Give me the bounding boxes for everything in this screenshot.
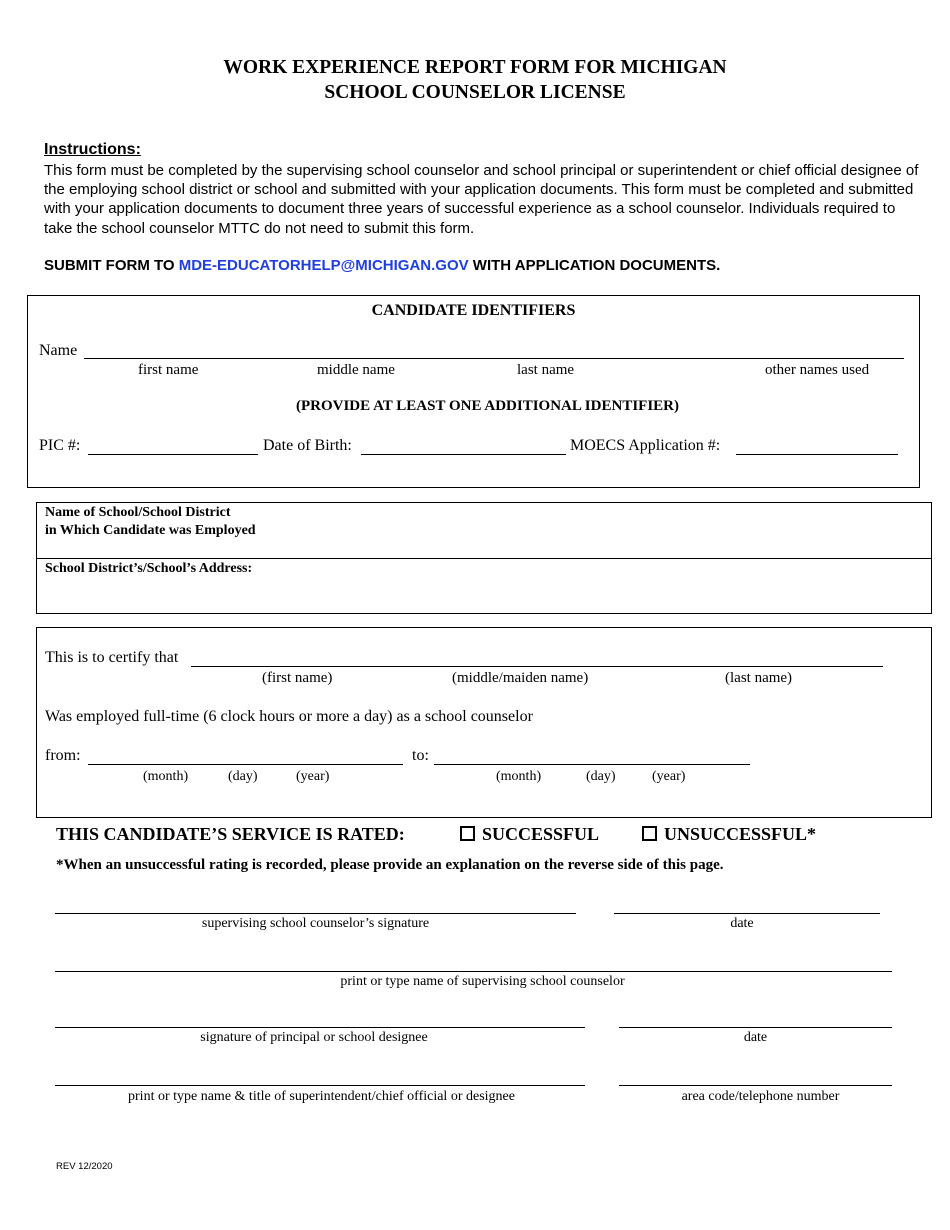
last-name-caption: last name [517, 362, 575, 378]
counselor-print-name-field[interactable] [55, 971, 892, 972]
candidate-identifiers-section [27, 295, 920, 488]
certify-first-name-caption: (first name) [262, 670, 333, 686]
superintendent-print-caption: print or type name & title of superintendent/chief official or designee [128, 1089, 515, 1104]
submit-email-link[interactable]: MDE-EDUCATORHELP@MICHIGAN.GOV [178, 257, 469, 274]
unsuccessful-note: *When an unsuccessful rating is recorded, please provide an explanation on the reverse side of this page. [56, 857, 724, 873]
instructions-text: This form must be completed by the supervising school counselor and school principal or superintendent or chief official designee of the employing school district or school and submitted with your application documents. This form must be completed and submitted with your application documents to document three years of successful experience as a school counselor. Individuals required to take the school counselor MTTC do not need to submit this form. [44, 162, 919, 237]
school-section-divider [36, 558, 932, 559]
from-day-caption: (day) [228, 769, 258, 784]
successful-checkbox[interactable] [460, 826, 475, 841]
submit-instruction [44, 257, 720, 274]
school-address-field[interactable] [300, 562, 920, 610]
school-name-label-line-2: in Which Candidate was Employed [45, 523, 256, 538]
counselor-signature-caption: supervising school counselor’s signature [201, 916, 430, 931]
name-label: Name [39, 342, 78, 359]
form-title-line-1: WORK EXPERIENCE REPORT FORM FOR MICHIGAN [223, 57, 727, 78]
counselor-date-caption: date [730, 916, 754, 931]
unsuccessful-checkbox[interactable] [642, 826, 657, 841]
moecs-label: MOECS Application #: [570, 437, 721, 454]
submit-prefix: SUBMIT FORM TO [44, 257, 179, 274]
school-name-label-line-1: Name of School/School District [45, 505, 231, 520]
middle-name-caption: middle name [317, 362, 395, 378]
to-day-caption: (day) [586, 769, 616, 784]
from-date-field[interactable] [88, 764, 403, 765]
principal-signature-field[interactable] [55, 1027, 585, 1028]
pic-field[interactable] [88, 454, 258, 455]
pic-label: PIC #: [39, 437, 81, 454]
certify-intro: This is to certify that [45, 649, 179, 666]
successful-label: SUCCESSFUL [482, 824, 600, 844]
telephone-field[interactable] [619, 1085, 892, 1086]
employment-statement: Was employed full-time (6 clock hours or more a day) as a school counselor [45, 708, 533, 725]
dob-label: Date of Birth: [263, 437, 352, 454]
first-name-caption: first name [138, 362, 199, 378]
from-label: from: [45, 747, 81, 764]
to-date-field[interactable] [434, 764, 750, 765]
certify-last-name-caption: (last name) [725, 670, 793, 686]
submit-suffix: WITH APPLICATION DOCUMENTS. [468, 257, 721, 274]
unsuccessful-label: UNSUCCESSFUL* [664, 824, 817, 844]
revision-label: REV 12/2020 [56, 1161, 113, 1172]
other-names-caption: other names used [765, 362, 870, 378]
candidate-identifiers-heading: CANDIDATE IDENTIFIERS [371, 302, 576, 319]
telephone-caption: area code/telephone number [681, 1089, 840, 1104]
counselor-signature-field[interactable] [55, 913, 576, 914]
school-address-label: School District’s/School’s Address: [45, 561, 253, 576]
principal-date-field[interactable] [619, 1027, 892, 1028]
dob-field[interactable] [361, 454, 566, 455]
to-label: to: [412, 747, 429, 764]
principal-signature-caption: signature of principal or school designee [200, 1030, 428, 1045]
moecs-field[interactable] [736, 454, 898, 455]
from-month-caption: (month) [143, 769, 189, 784]
school-name-field[interactable] [300, 505, 920, 553]
from-year-caption: (year) [296, 769, 330, 784]
superintendent-print-field[interactable] [55, 1085, 585, 1086]
to-year-caption: (year) [652, 769, 686, 784]
form-title-line-2: SCHOOL COUNSELOR LICENSE [324, 82, 626, 103]
certify-name-field[interactable] [191, 666, 883, 667]
to-month-caption: (month) [496, 769, 542, 784]
rating-label: THIS CANDIDATE’S SERVICE IS RATED: [56, 824, 405, 844]
certify-middle-name-caption: (middle/maiden name) [452, 670, 589, 686]
principal-date-caption: date [743, 1030, 768, 1045]
instructions-body [44, 161, 924, 238]
instructions-heading: Instructions: [44, 141, 141, 158]
counselor-print-name-caption: print or type name of supervising school counselor [340, 974, 625, 989]
additional-identifier-note: (PROVIDE AT LEAST ONE ADDITIONAL IDENTIFIER) [295, 398, 679, 414]
counselor-date-field[interactable] [614, 913, 880, 914]
name-field[interactable] [84, 358, 904, 359]
